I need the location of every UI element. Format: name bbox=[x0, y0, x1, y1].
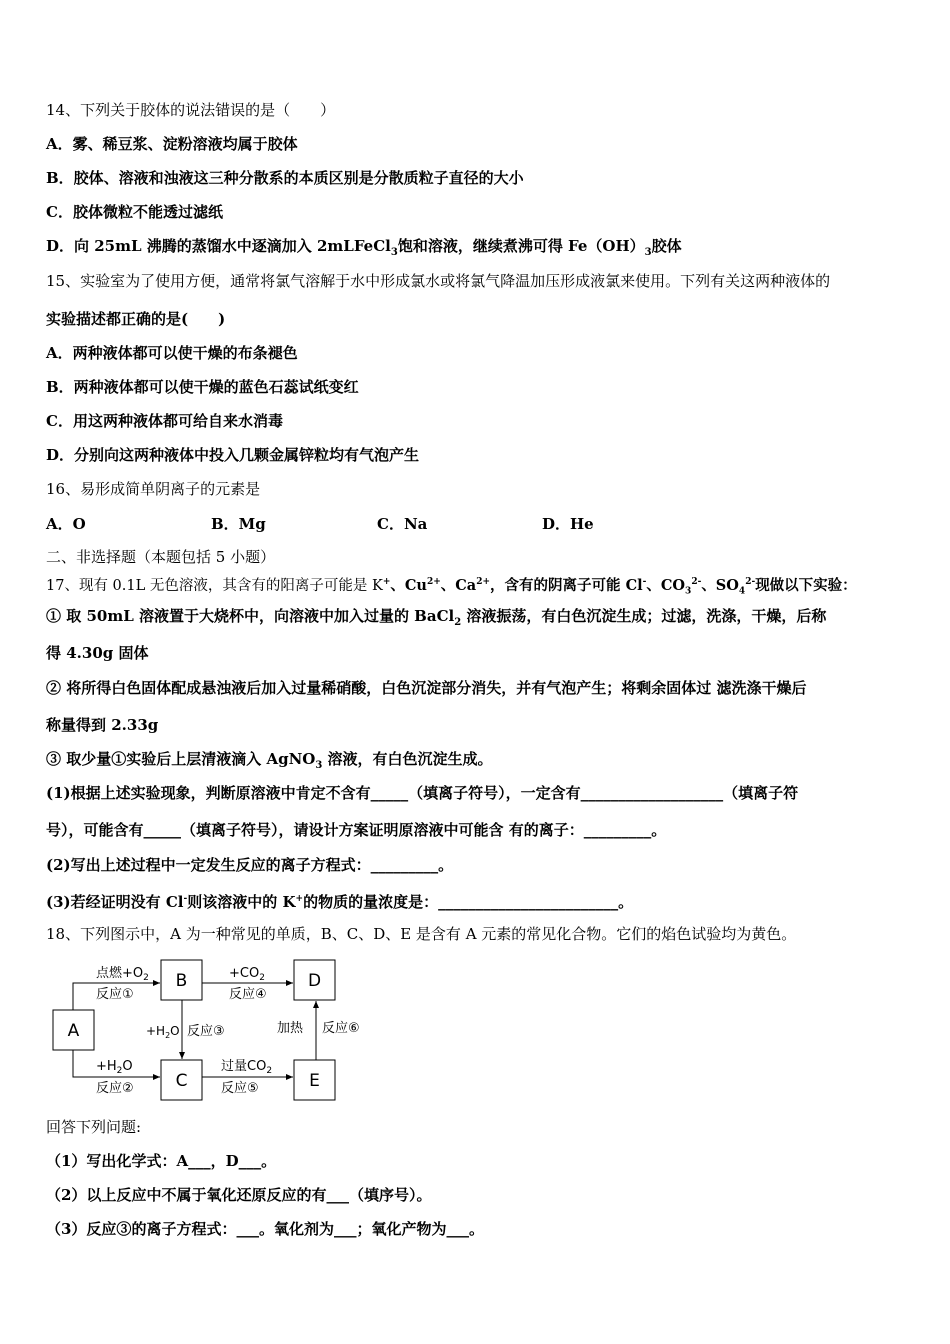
q17-part2 bbox=[46, 855, 453, 875]
q17-step1 bbox=[46, 606, 826, 633]
q17-step2-cont bbox=[46, 715, 158, 735]
q14-d-post: 胶体 bbox=[651, 237, 682, 255]
q17-s-c: 、Ca bbox=[440, 576, 477, 594]
q17-part1-a: (1)根据上述实验现象，判断原溶液中肯定不含有_____（填离子符号），一定含有___________________（填离子符 bbox=[46, 784, 799, 802]
q17-step1-sub: 2 bbox=[454, 617, 462, 628]
r3-cond-text2: O bbox=[170, 1024, 180, 1038]
q18-part2 bbox=[46, 1185, 431, 1205]
q17-part1-b: 号），可能含有_____（填离子符号），请设计方案证明原溶液中可能含 有的离子：_________。 bbox=[46, 821, 667, 839]
q17-part3-b: 则该溶液中的 K bbox=[187, 893, 296, 911]
r2-cond-text2: O bbox=[122, 1059, 133, 1074]
q17-step3 bbox=[46, 749, 493, 776]
q17-s-b: 、Cu bbox=[390, 576, 427, 594]
q17-s-d: ，含有的阴离子可能 Cl bbox=[490, 576, 643, 594]
q14-option-d bbox=[46, 236, 682, 263]
q17-cl-sup: - bbox=[642, 577, 647, 587]
q17-part3-k-sup: + bbox=[295, 894, 304, 904]
r4-cond-sub: 2 bbox=[259, 973, 265, 983]
q15-option-d bbox=[46, 445, 419, 465]
q18-answer-text: 回答下列问题: bbox=[46, 1118, 142, 1136]
q17-step1-cont bbox=[46, 643, 148, 663]
q17-step2 bbox=[46, 678, 806, 698]
q15-option-d-text: D．分别向这两种液体中投入几颗金属锌粒均有气泡产生 bbox=[46, 446, 420, 464]
q17-s-a: 17、现有 0.1L 无色溶液，其含有的阳离子可能是 K bbox=[46, 577, 383, 594]
q16-option-c: C．Na bbox=[377, 515, 428, 533]
q16-options bbox=[46, 513, 906, 533]
q15-option-a-text: A．两种液体都可以使干燥的布条褪色 bbox=[46, 344, 298, 362]
q18-answer-heading bbox=[46, 1117, 141, 1137]
q18-part2-text: （2）以上反应中不属于氧化还原反应的有___（填序号）。 bbox=[46, 1186, 432, 1204]
node-e: E bbox=[309, 1071, 320, 1091]
q15-stem-line2 bbox=[46, 309, 225, 329]
q17-s-f: 、SO bbox=[701, 576, 739, 594]
q14-stem bbox=[46, 100, 335, 120]
q14-option-b-text: B．胶体、溶液和浊液这三种分散系的本质区别是分散质粒子直径的大小 bbox=[46, 169, 524, 187]
q14-d-pre: D．向 25mL 沸腾的蒸馏水中逐滴加入 2mLFeCl bbox=[46, 237, 391, 255]
q15-stem2-text: 实验描述都正确的是( ) bbox=[46, 310, 226, 328]
r3-cond-sub: 2 bbox=[165, 1031, 171, 1040]
q17-ca-sup: 2+ bbox=[476, 577, 491, 587]
r3-condition bbox=[146, 1024, 180, 1040]
q16-stem-text: 16、易形成简单阴离子的元素是 bbox=[46, 480, 261, 498]
q17-stem bbox=[46, 572, 857, 602]
section-heading-text: 二、非选择题（本题包括 5 小题） bbox=[46, 548, 276, 566]
q17-cu-sup: 2+ bbox=[426, 577, 441, 587]
node-c: C bbox=[175, 1071, 188, 1091]
q14-option-a bbox=[46, 134, 298, 154]
r2-name: 反应② bbox=[96, 1081, 134, 1096]
section-heading bbox=[46, 547, 275, 567]
q18-stem-text: 18、下列图示中，A 为一种常见的单质，B、C、D、E 是含有 A 元素的常见化合物。它们的焰色试验均为黄色。 bbox=[46, 925, 797, 943]
q17-s-g: 现做以下实验： bbox=[755, 576, 857, 594]
q16-stem bbox=[46, 479, 260, 499]
q17-k-sup: + bbox=[382, 577, 391, 587]
q15-option-a bbox=[46, 343, 298, 363]
q17-step1-c: 得 4.30g 固体 bbox=[46, 644, 149, 662]
q14-d-mid: 饱和溶液，继续煮沸可得 Fe（OH） bbox=[397, 237, 645, 255]
q15-option-b bbox=[46, 377, 359, 397]
q17-s-e: 、CO bbox=[646, 576, 686, 594]
r5-cond-sub: 2 bbox=[266, 1066, 273, 1076]
q17-part3-cl-sup: - bbox=[183, 894, 188, 904]
r3-name: 反应③ bbox=[187, 1024, 225, 1039]
q17-step3-sub: 3 bbox=[315, 760, 323, 771]
node-a: A bbox=[67, 1021, 80, 1041]
q17-part1-cont bbox=[46, 820, 666, 840]
r6-condition: 加热 bbox=[277, 1021, 304, 1036]
node-d: D bbox=[307, 971, 322, 991]
r5-cond-text: 过量CO bbox=[221, 1059, 267, 1074]
q14-stem-text: 14、下列关于胶体的说法错误的是（ ） bbox=[46, 101, 336, 119]
q15-option-c bbox=[46, 411, 283, 431]
q16-option-d: D．He bbox=[542, 515, 594, 533]
q15-option-c-text: C．用这两种液体都可给自来水消毒 bbox=[46, 412, 283, 430]
r5-condition bbox=[221, 1058, 272, 1076]
q17-step2-b: 称量得到 2.33g bbox=[46, 716, 159, 734]
q15-stem1-text: 15、实验室为了使用方便，通常将氯气溶解于水中形成氯水或将氯气降温加压形成液氯来使用。下列有关这两种液体的 bbox=[46, 272, 831, 290]
q17-step2-a: ② 将所得白色固体配成悬浊液后加入过量稀硝酸，白色沉淀部分消失，并有气泡产生；将剩余固体过 滤洗涤干燥后 bbox=[46, 679, 807, 697]
q14-option-b bbox=[46, 168, 524, 188]
reaction-diagram-svg bbox=[46, 955, 360, 1105]
reaction-diagram bbox=[46, 955, 360, 1105]
r1-name: 反应① bbox=[96, 987, 134, 1002]
r4-cond-text: +CO bbox=[229, 966, 260, 981]
q17-step1-a: ① 取 50mL 溶液置于大烧杯中，向溶液中加入过量的 BaCl bbox=[46, 607, 455, 625]
q15-stem-line1 bbox=[46, 271, 830, 291]
q18-part3-text: （3）反应③的离子方程式：___。氧化剂为___；氧化产物为___。 bbox=[46, 1220, 484, 1238]
r5-name: 反应⑤ bbox=[221, 1081, 259, 1096]
q14-d-sub2: 3 bbox=[644, 247, 652, 258]
q16-option-b: B．Mg bbox=[211, 515, 266, 533]
q17-part3-a: (3)若经证明没有 Cl bbox=[46, 893, 184, 911]
q14-d-sub: 3 bbox=[390, 247, 398, 258]
q18-part1-text: （1）写出化学式：A___，D___。 bbox=[46, 1152, 277, 1170]
q17-so4-sup: 2- bbox=[745, 577, 756, 587]
r2-cond-text: +H bbox=[96, 1059, 117, 1074]
r2-condition bbox=[96, 1059, 133, 1076]
q17-part2-text: (2)写出上述过程中一定发生反应的离子方程式：_________。 bbox=[46, 856, 454, 874]
r2-cond-sub: 2 bbox=[116, 1066, 123, 1076]
q18-part1 bbox=[46, 1151, 276, 1171]
node-b: B bbox=[175, 971, 188, 991]
q15-option-b-text: B．两种液体都可以使干燥的蓝色石蕊试纸变红 bbox=[46, 378, 359, 396]
q17-step3-b: 溶液，有白色沉淀生成。 bbox=[322, 750, 493, 768]
q17-co3-sup: 2- bbox=[691, 577, 702, 587]
r6-name: 反应⑥ bbox=[322, 1021, 360, 1036]
q16-option-a: A．O bbox=[46, 515, 86, 533]
r1-cond-text: 点燃+O bbox=[96, 966, 144, 981]
r1-cond-sub: 2 bbox=[143, 973, 149, 983]
r4-condition bbox=[229, 966, 265, 983]
q14-option-c-text: C．胶体微粒不能透过滤纸 bbox=[46, 203, 223, 221]
q17-step1-b: 溶液振荡，有白色沉淀生成；过滤，洗涤，干燥，后称 bbox=[461, 607, 827, 625]
q17-co3-sub: 3 bbox=[685, 586, 692, 597]
q17-step3-a: ③ 取少量①实验后上层清液滴入 AgNO bbox=[46, 750, 316, 768]
r3-cond-text: +H bbox=[146, 1024, 166, 1038]
r4-name: 反应④ bbox=[229, 987, 267, 1002]
q17-part3 bbox=[46, 889, 633, 912]
q17-so4-sub: 4 bbox=[738, 586, 746, 597]
q14-option-c bbox=[46, 202, 223, 222]
r1-condition bbox=[96, 965, 149, 983]
q18-stem bbox=[46, 924, 796, 944]
q14-option-a-text: A．雾、稀豆浆、淀粉溶液均属于胶体 bbox=[46, 135, 298, 153]
q17-part1 bbox=[46, 783, 798, 803]
q18-part3 bbox=[46, 1219, 484, 1239]
q17-part3-c: 的物质的量浓度是：________________________。 bbox=[303, 893, 634, 911]
